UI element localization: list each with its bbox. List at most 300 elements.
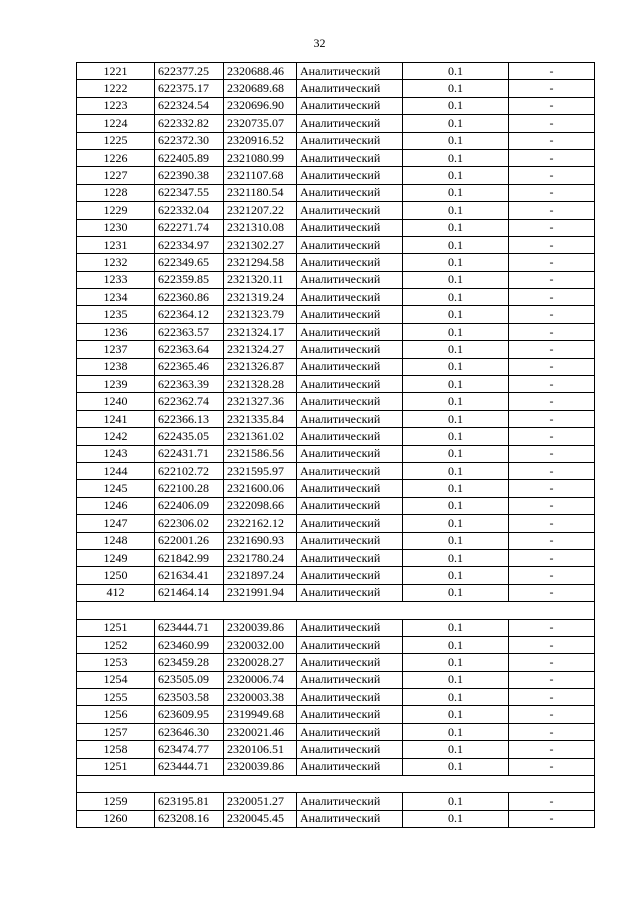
method-cell: Аналитический bbox=[297, 393, 403, 410]
x-coordinate-cell: 623208.16 bbox=[155, 810, 224, 827]
method-cell: Аналитический bbox=[297, 480, 403, 497]
method-cell: Аналитический bbox=[297, 376, 403, 393]
point-number-cell: 1226 bbox=[77, 149, 155, 166]
point-number-cell: 1245 bbox=[77, 480, 155, 497]
table-row bbox=[77, 445, 595, 462]
method-cell: Аналитический bbox=[297, 219, 403, 236]
point-number-cell: 1256 bbox=[77, 706, 155, 723]
x-coordinate-cell: 622100.28 bbox=[155, 480, 224, 497]
accuracy-cell: 0.1 bbox=[403, 532, 509, 549]
x-coordinate-cell: 621464.14 bbox=[155, 584, 224, 601]
y-coordinate-cell: 2320688.46 bbox=[224, 63, 297, 80]
method-cell: Аналитический bbox=[297, 636, 403, 653]
point-number-cell: 1221 bbox=[77, 63, 155, 80]
table-row bbox=[77, 706, 595, 723]
method-cell: Аналитический bbox=[297, 358, 403, 375]
dash-cell: - bbox=[509, 167, 595, 184]
point-number-cell: 1243 bbox=[77, 445, 155, 462]
point-number-cell: 1247 bbox=[77, 515, 155, 532]
point-number-cell: 1258 bbox=[77, 741, 155, 758]
table-row bbox=[77, 497, 595, 514]
x-coordinate-cell: 622347.55 bbox=[155, 184, 224, 201]
separator-cell bbox=[77, 776, 595, 793]
point-number-cell: 1250 bbox=[77, 567, 155, 584]
separator-row bbox=[77, 602, 595, 619]
point-number-cell: 1254 bbox=[77, 671, 155, 688]
table-body bbox=[77, 63, 595, 828]
x-coordinate-cell: 621634.41 bbox=[155, 567, 224, 584]
point-number-cell: 1238 bbox=[77, 358, 155, 375]
x-coordinate-cell: 622372.30 bbox=[155, 132, 224, 149]
x-coordinate-cell: 622334.97 bbox=[155, 236, 224, 253]
accuracy-cell: 0.1 bbox=[403, 149, 509, 166]
y-coordinate-cell: 2321180.54 bbox=[224, 184, 297, 201]
x-coordinate-cell: 622332.82 bbox=[155, 115, 224, 132]
point-number-cell: 1235 bbox=[77, 306, 155, 323]
point-number-cell: 1237 bbox=[77, 341, 155, 358]
x-coordinate-cell: 622102.72 bbox=[155, 462, 224, 479]
dash-cell: - bbox=[509, 462, 595, 479]
accuracy-cell: 0.1 bbox=[403, 341, 509, 358]
point-number-cell: 1257 bbox=[77, 723, 155, 740]
dash-cell: - bbox=[509, 393, 595, 410]
dash-cell: - bbox=[509, 567, 595, 584]
dash-cell: - bbox=[509, 619, 595, 636]
point-number-cell: 1248 bbox=[77, 532, 155, 549]
method-cell: Аналитический bbox=[297, 689, 403, 706]
y-coordinate-cell: 2321991.94 bbox=[224, 584, 297, 601]
table-row bbox=[77, 393, 595, 410]
y-coordinate-cell: 2321326.87 bbox=[224, 358, 297, 375]
point-number-cell: 1246 bbox=[77, 497, 155, 514]
y-coordinate-cell: 2320021.46 bbox=[224, 723, 297, 740]
table-row bbox=[77, 167, 595, 184]
method-cell: Аналитический bbox=[297, 306, 403, 323]
y-coordinate-cell: 2321780.24 bbox=[224, 549, 297, 566]
y-coordinate-cell: 2319949.68 bbox=[224, 706, 297, 723]
y-coordinate-cell: 2321327.36 bbox=[224, 393, 297, 410]
method-cell: Аналитический bbox=[297, 445, 403, 462]
point-number-cell: 1230 bbox=[77, 219, 155, 236]
table-row bbox=[77, 236, 595, 253]
accuracy-cell: 0.1 bbox=[403, 167, 509, 184]
method-cell: Аналитический bbox=[297, 810, 403, 827]
y-coordinate-cell: 2321586.56 bbox=[224, 445, 297, 462]
y-coordinate-cell: 2321323.79 bbox=[224, 306, 297, 323]
accuracy-cell: 0.1 bbox=[403, 323, 509, 340]
method-cell: Аналитический bbox=[297, 271, 403, 288]
point-number-cell: 1241 bbox=[77, 410, 155, 427]
dash-cell: - bbox=[509, 323, 595, 340]
point-number-cell: 1224 bbox=[77, 115, 155, 132]
y-coordinate-cell: 2322162.12 bbox=[224, 515, 297, 532]
table-row bbox=[77, 323, 595, 340]
accuracy-cell: 0.1 bbox=[403, 376, 509, 393]
dash-cell: - bbox=[509, 758, 595, 775]
x-coordinate-cell: 622405.89 bbox=[155, 149, 224, 166]
y-coordinate-cell: 2320735.07 bbox=[224, 115, 297, 132]
y-coordinate-cell: 2321324.27 bbox=[224, 341, 297, 358]
method-cell: Аналитический bbox=[297, 462, 403, 479]
dash-cell: - bbox=[509, 428, 595, 445]
dash-cell: - bbox=[509, 723, 595, 740]
dash-cell: - bbox=[509, 341, 595, 358]
x-coordinate-cell: 622001.26 bbox=[155, 532, 224, 549]
table-row bbox=[77, 462, 595, 479]
dash-cell: - bbox=[509, 671, 595, 688]
x-coordinate-cell: 622377.25 bbox=[155, 63, 224, 80]
accuracy-cell: 0.1 bbox=[403, 515, 509, 532]
method-cell: Аналитический bbox=[297, 63, 403, 80]
table-row bbox=[77, 584, 595, 601]
method-cell: Аналитический bbox=[297, 410, 403, 427]
dash-cell: - bbox=[509, 289, 595, 306]
x-coordinate-cell: 622359.85 bbox=[155, 271, 224, 288]
table-row bbox=[77, 619, 595, 636]
method-cell: Аналитический bbox=[297, 132, 403, 149]
y-coordinate-cell: 2321595.97 bbox=[224, 462, 297, 479]
dash-cell: - bbox=[509, 532, 595, 549]
table-row bbox=[77, 254, 595, 271]
accuracy-cell: 0.1 bbox=[403, 462, 509, 479]
table-row bbox=[77, 515, 595, 532]
y-coordinate-cell: 2320039.86 bbox=[224, 619, 297, 636]
point-number-cell: 1242 bbox=[77, 428, 155, 445]
y-coordinate-cell: 2320039.86 bbox=[224, 758, 297, 775]
dash-cell: - bbox=[509, 515, 595, 532]
point-number-cell: 1240 bbox=[77, 393, 155, 410]
dash-cell: - bbox=[509, 793, 595, 810]
accuracy-cell: 0.1 bbox=[403, 358, 509, 375]
table-row bbox=[77, 549, 595, 566]
y-coordinate-cell: 2321328.28 bbox=[224, 376, 297, 393]
y-coordinate-cell: 2320028.27 bbox=[224, 654, 297, 671]
separator-cell bbox=[77, 602, 595, 619]
table-row bbox=[77, 723, 595, 740]
y-coordinate-cell: 2321294.58 bbox=[224, 254, 297, 271]
dash-cell: - bbox=[509, 689, 595, 706]
table-row bbox=[77, 80, 595, 97]
accuracy-cell: 0.1 bbox=[403, 393, 509, 410]
point-number-cell: 1228 bbox=[77, 184, 155, 201]
accuracy-cell: 0.1 bbox=[403, 671, 509, 688]
point-number-cell: 1252 bbox=[77, 636, 155, 653]
x-coordinate-cell: 622431.71 bbox=[155, 445, 224, 462]
method-cell: Аналитический bbox=[297, 428, 403, 445]
x-coordinate-cell: 622435.05 bbox=[155, 428, 224, 445]
y-coordinate-cell: 2321361.02 bbox=[224, 428, 297, 445]
table-row bbox=[77, 306, 595, 323]
separator-row bbox=[77, 776, 595, 793]
x-coordinate-cell: 622306.02 bbox=[155, 515, 224, 532]
accuracy-cell: 0.1 bbox=[403, 793, 509, 810]
method-cell: Аналитический bbox=[297, 567, 403, 584]
table-row bbox=[77, 341, 595, 358]
table-row bbox=[77, 132, 595, 149]
method-cell: Аналитический bbox=[297, 497, 403, 514]
method-cell: Аналитический bbox=[297, 323, 403, 340]
x-coordinate-cell: 622271.74 bbox=[155, 219, 224, 236]
y-coordinate-cell: 2320689.68 bbox=[224, 80, 297, 97]
point-number-cell: 1234 bbox=[77, 289, 155, 306]
y-coordinate-cell: 2320916.52 bbox=[224, 132, 297, 149]
y-coordinate-cell: 2320696.90 bbox=[224, 97, 297, 114]
x-coordinate-cell: 622390.38 bbox=[155, 167, 224, 184]
x-coordinate-cell: 623460.99 bbox=[155, 636, 224, 653]
dash-cell: - bbox=[509, 810, 595, 827]
accuracy-cell: 0.1 bbox=[403, 428, 509, 445]
x-coordinate-cell: 622363.64 bbox=[155, 341, 224, 358]
dash-cell: - bbox=[509, 63, 595, 80]
point-number-cell: 412 bbox=[77, 584, 155, 601]
x-coordinate-cell: 623195.81 bbox=[155, 793, 224, 810]
table-row bbox=[77, 97, 595, 114]
accuracy-cell: 0.1 bbox=[403, 706, 509, 723]
x-coordinate-cell: 622324.54 bbox=[155, 97, 224, 114]
method-cell: Аналитический bbox=[297, 515, 403, 532]
point-number-cell: 1255 bbox=[77, 689, 155, 706]
x-coordinate-cell: 623646.30 bbox=[155, 723, 224, 740]
y-coordinate-cell: 2321897.24 bbox=[224, 567, 297, 584]
x-coordinate-cell: 623459.28 bbox=[155, 654, 224, 671]
dash-cell: - bbox=[509, 254, 595, 271]
dash-cell: - bbox=[509, 219, 595, 236]
method-cell: Аналитический bbox=[297, 654, 403, 671]
accuracy-cell: 0.1 bbox=[403, 549, 509, 566]
table-row bbox=[77, 636, 595, 653]
x-coordinate-cell: 623444.71 bbox=[155, 758, 224, 775]
table-row bbox=[77, 219, 595, 236]
accuracy-cell: 0.1 bbox=[403, 219, 509, 236]
point-number-cell: 1251 bbox=[77, 619, 155, 636]
point-number-cell: 1260 bbox=[77, 810, 155, 827]
point-number-cell: 1259 bbox=[77, 793, 155, 810]
method-cell: Аналитический bbox=[297, 341, 403, 358]
dash-cell: - bbox=[509, 306, 595, 323]
point-number-cell: 1244 bbox=[77, 462, 155, 479]
x-coordinate-cell: 622332.04 bbox=[155, 202, 224, 219]
x-coordinate-cell: 622363.39 bbox=[155, 376, 224, 393]
page-number: 32 bbox=[313, 36, 326, 50]
dash-cell: - bbox=[509, 202, 595, 219]
dash-cell: - bbox=[509, 480, 595, 497]
y-coordinate-cell: 2320006.74 bbox=[224, 671, 297, 688]
y-coordinate-cell: 2321310.08 bbox=[224, 219, 297, 236]
method-cell: Аналитический bbox=[297, 671, 403, 688]
accuracy-cell: 0.1 bbox=[403, 654, 509, 671]
dash-cell: - bbox=[509, 376, 595, 393]
point-number-cell: 1231 bbox=[77, 236, 155, 253]
y-coordinate-cell: 2320106.51 bbox=[224, 741, 297, 758]
dash-cell: - bbox=[509, 636, 595, 653]
table-row bbox=[77, 689, 595, 706]
method-cell: Аналитический bbox=[297, 254, 403, 271]
accuracy-cell: 0.1 bbox=[403, 619, 509, 636]
x-coordinate-cell: 622366.13 bbox=[155, 410, 224, 427]
y-coordinate-cell: 2321600.06 bbox=[224, 480, 297, 497]
x-coordinate-cell: 622365.46 bbox=[155, 358, 224, 375]
point-number-cell: 1239 bbox=[77, 376, 155, 393]
accuracy-cell: 0.1 bbox=[403, 254, 509, 271]
method-cell: Аналитический bbox=[297, 584, 403, 601]
point-number-cell: 1233 bbox=[77, 271, 155, 288]
table-row bbox=[77, 358, 595, 375]
method-cell: Аналитический bbox=[297, 793, 403, 810]
x-coordinate-cell: 622375.17 bbox=[155, 80, 224, 97]
y-coordinate-cell: 2322098.66 bbox=[224, 497, 297, 514]
dash-cell: - bbox=[509, 654, 595, 671]
y-coordinate-cell: 2321302.27 bbox=[224, 236, 297, 253]
y-coordinate-cell: 2321207.22 bbox=[224, 202, 297, 219]
table-row bbox=[77, 63, 595, 80]
accuracy-cell: 0.1 bbox=[403, 236, 509, 253]
x-coordinate-cell: 623474.77 bbox=[155, 741, 224, 758]
table-row bbox=[77, 202, 595, 219]
method-cell: Аналитический bbox=[297, 758, 403, 775]
x-coordinate-cell: 621842.99 bbox=[155, 549, 224, 566]
accuracy-cell: 0.1 bbox=[403, 810, 509, 827]
dash-cell: - bbox=[509, 741, 595, 758]
accuracy-cell: 0.1 bbox=[403, 445, 509, 462]
dash-cell: - bbox=[509, 584, 595, 601]
table-row bbox=[77, 532, 595, 549]
table-row bbox=[77, 654, 595, 671]
y-coordinate-cell: 2320032.00 bbox=[224, 636, 297, 653]
y-coordinate-cell: 2320003.38 bbox=[224, 689, 297, 706]
accuracy-cell: 0.1 bbox=[403, 132, 509, 149]
table-row bbox=[77, 428, 595, 445]
method-cell: Аналитический bbox=[297, 741, 403, 758]
table-row bbox=[77, 184, 595, 201]
y-coordinate-cell: 2321107.68 bbox=[224, 167, 297, 184]
table-row bbox=[77, 271, 595, 288]
coordinates-table bbox=[76, 62, 595, 828]
table-row bbox=[77, 741, 595, 758]
point-number-cell: 1253 bbox=[77, 654, 155, 671]
dash-cell: - bbox=[509, 236, 595, 253]
method-cell: Аналитический bbox=[297, 115, 403, 132]
x-coordinate-cell: 622406.09 bbox=[155, 497, 224, 514]
x-coordinate-cell: 622349.65 bbox=[155, 254, 224, 271]
x-coordinate-cell: 622362.74 bbox=[155, 393, 224, 410]
accuracy-cell: 0.1 bbox=[403, 723, 509, 740]
accuracy-cell: 0.1 bbox=[403, 410, 509, 427]
accuracy-cell: 0.1 bbox=[403, 202, 509, 219]
method-cell: Аналитический bbox=[297, 184, 403, 201]
accuracy-cell: 0.1 bbox=[403, 567, 509, 584]
accuracy-cell: 0.1 bbox=[403, 584, 509, 601]
accuracy-cell: 0.1 bbox=[403, 184, 509, 201]
point-number-cell: 1229 bbox=[77, 202, 155, 219]
table-row bbox=[77, 671, 595, 688]
accuracy-cell: 0.1 bbox=[403, 758, 509, 775]
table-row bbox=[77, 149, 595, 166]
dash-cell: - bbox=[509, 115, 595, 132]
y-coordinate-cell: 2321324.17 bbox=[224, 323, 297, 340]
y-coordinate-cell: 2321319.24 bbox=[224, 289, 297, 306]
method-cell: Аналитический bbox=[297, 289, 403, 306]
dash-cell: - bbox=[509, 445, 595, 462]
accuracy-cell: 0.1 bbox=[403, 115, 509, 132]
accuracy-cell: 0.1 bbox=[403, 480, 509, 497]
method-cell: Аналитический bbox=[297, 80, 403, 97]
point-number-cell: 1236 bbox=[77, 323, 155, 340]
point-number-cell: 1249 bbox=[77, 549, 155, 566]
accuracy-cell: 0.1 bbox=[403, 636, 509, 653]
x-coordinate-cell: 623444.71 bbox=[155, 619, 224, 636]
table-row bbox=[77, 376, 595, 393]
table-row bbox=[77, 289, 595, 306]
method-cell: Аналитический bbox=[297, 202, 403, 219]
y-coordinate-cell: 2321320.11 bbox=[224, 271, 297, 288]
dash-cell: - bbox=[509, 80, 595, 97]
dash-cell: - bbox=[509, 149, 595, 166]
dash-cell: - bbox=[509, 97, 595, 114]
accuracy-cell: 0.1 bbox=[403, 80, 509, 97]
x-coordinate-cell: 623609.95 bbox=[155, 706, 224, 723]
method-cell: Аналитический bbox=[297, 167, 403, 184]
dash-cell: - bbox=[509, 132, 595, 149]
table-row bbox=[77, 480, 595, 497]
accuracy-cell: 0.1 bbox=[403, 306, 509, 323]
table-row bbox=[77, 410, 595, 427]
accuracy-cell: 0.1 bbox=[403, 689, 509, 706]
accuracy-cell: 0.1 bbox=[403, 497, 509, 514]
point-number-cell: 1225 bbox=[77, 132, 155, 149]
accuracy-cell: 0.1 bbox=[403, 289, 509, 306]
table-row bbox=[77, 115, 595, 132]
accuracy-cell: 0.1 bbox=[403, 741, 509, 758]
accuracy-cell: 0.1 bbox=[403, 63, 509, 80]
method-cell: Аналитический bbox=[297, 723, 403, 740]
method-cell: Аналитический bbox=[297, 149, 403, 166]
dash-cell: - bbox=[509, 410, 595, 427]
y-coordinate-cell: 2320051.27 bbox=[224, 793, 297, 810]
dash-cell: - bbox=[509, 271, 595, 288]
method-cell: Аналитический bbox=[297, 619, 403, 636]
dash-cell: - bbox=[509, 184, 595, 201]
method-cell: Аналитический bbox=[297, 236, 403, 253]
table-row bbox=[77, 810, 595, 827]
accuracy-cell: 0.1 bbox=[403, 97, 509, 114]
point-number-cell: 1223 bbox=[77, 97, 155, 114]
method-cell: Аналитический bbox=[297, 97, 403, 114]
dash-cell: - bbox=[509, 358, 595, 375]
x-coordinate-cell: 622364.12 bbox=[155, 306, 224, 323]
y-coordinate-cell: 2321335.84 bbox=[224, 410, 297, 427]
point-number-cell: 1222 bbox=[77, 80, 155, 97]
x-coordinate-cell: 622363.57 bbox=[155, 323, 224, 340]
x-coordinate-cell: 622360.86 bbox=[155, 289, 224, 306]
y-coordinate-cell: 2320045.45 bbox=[224, 810, 297, 827]
dash-cell: - bbox=[509, 706, 595, 723]
x-coordinate-cell: 623505.09 bbox=[155, 671, 224, 688]
y-coordinate-cell: 2321080.99 bbox=[224, 149, 297, 166]
accuracy-cell: 0.1 bbox=[403, 271, 509, 288]
method-cell: Аналитический bbox=[297, 549, 403, 566]
table-row bbox=[77, 758, 595, 775]
point-number-cell: 1227 bbox=[77, 167, 155, 184]
table-row bbox=[77, 793, 595, 810]
x-coordinate-cell: 623503.58 bbox=[155, 689, 224, 706]
y-coordinate-cell: 2321690.93 bbox=[224, 532, 297, 549]
table-row bbox=[77, 567, 595, 584]
method-cell: Аналитический bbox=[297, 706, 403, 723]
point-number-cell: 1232 bbox=[77, 254, 155, 271]
method-cell: Аналитический bbox=[297, 532, 403, 549]
dash-cell: - bbox=[509, 549, 595, 566]
dash-cell: - bbox=[509, 497, 595, 514]
